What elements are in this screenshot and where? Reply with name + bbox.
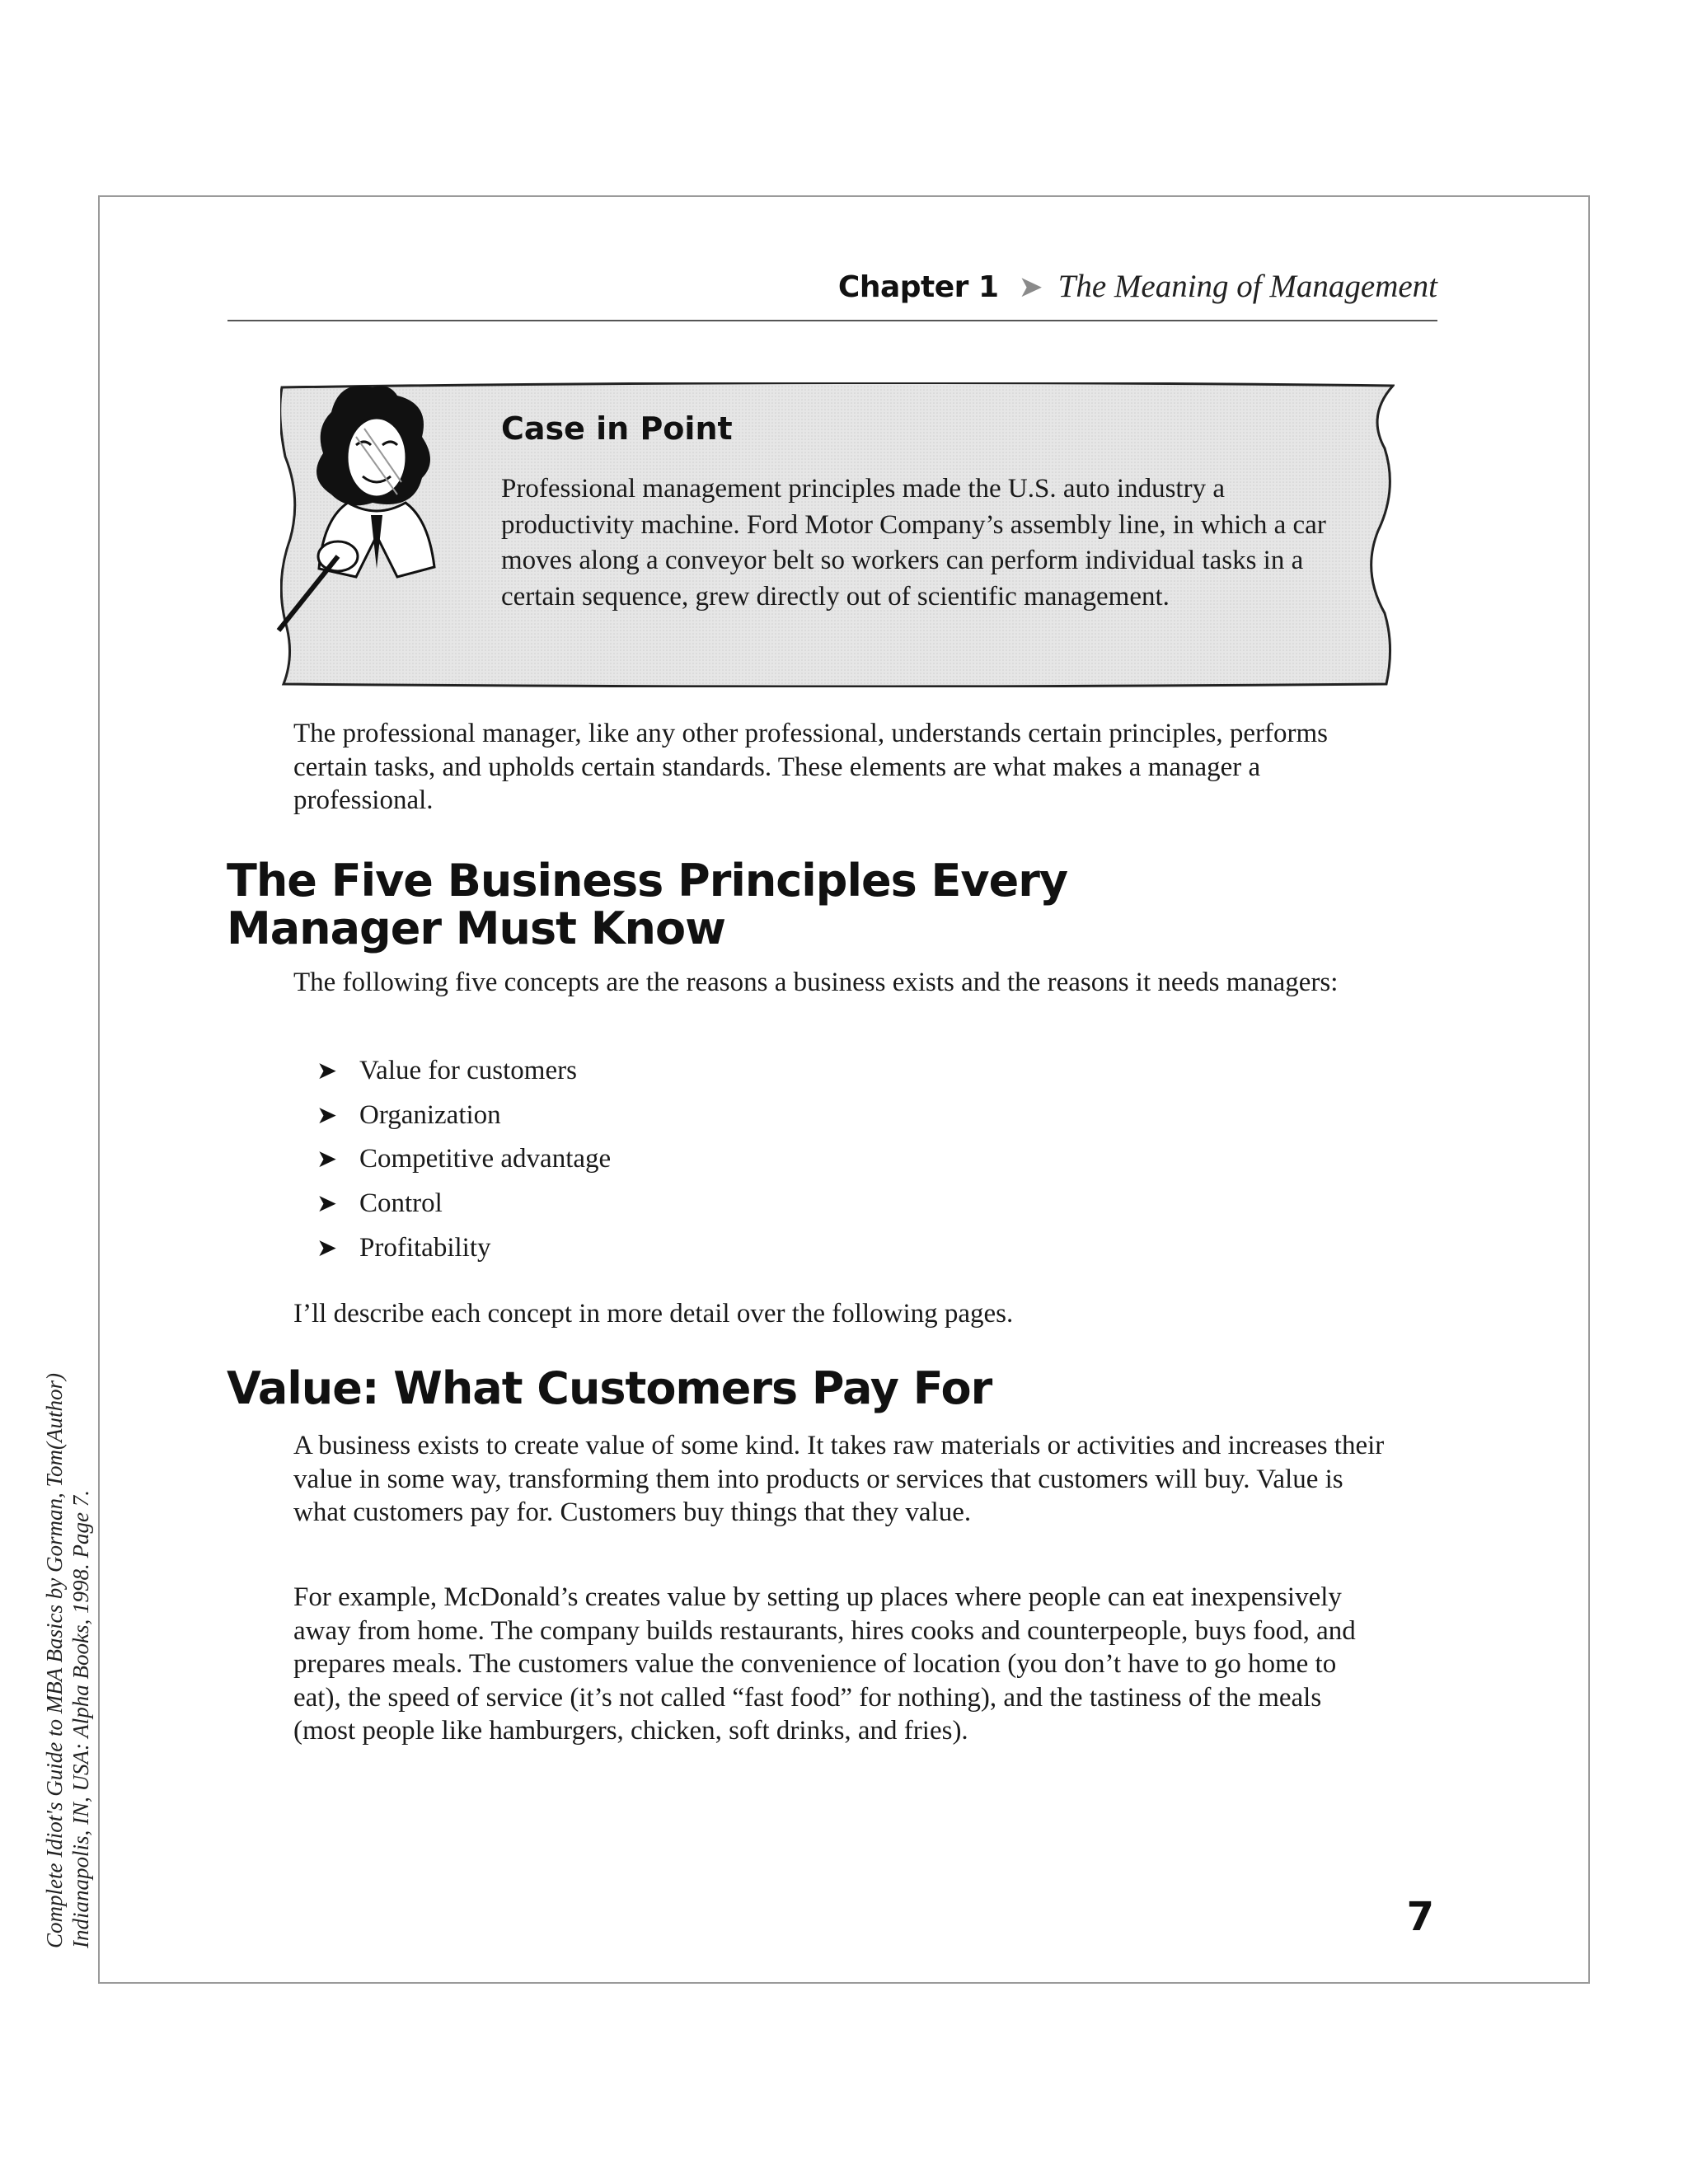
five-principles-lead: The following five concepts are the reasons a business exists and the reasons it needs managers:	[293, 968, 1339, 997]
running-head-arrow-icon: ➤	[1018, 270, 1043, 304]
running-head	[227, 268, 1437, 321]
list-item: ➤ Value for customers	[316, 1050, 611, 1094]
list-item: ➤ Competitive advantage	[316, 1138, 611, 1183]
list-item: ➤ Control	[316, 1183, 611, 1227]
case-in-point-box	[280, 382, 1395, 687]
bullet-arrow-icon: ➤	[316, 1189, 338, 1219]
teacher-with-pointer-icon	[274, 379, 488, 643]
five-principles-closing: I’ll describe each concept in more detail over the following pages.	[293, 1299, 1014, 1329]
running-head-title: The Meaning of Management	[1057, 269, 1437, 304]
five-principles-heading: The Five Business Principles Every Manager Must Know	[227, 855, 1068, 954]
bullet-arrow-icon: ➤	[316, 1100, 338, 1130]
page-number: 7	[1406, 1894, 1434, 1940]
principles-list	[316, 1050, 611, 1271]
list-item: ➤ Profitability	[316, 1227, 611, 1272]
case-in-point-heading: Case in Point	[501, 410, 733, 447]
running-head-chapter: Chapter 1	[837, 270, 999, 304]
value-heading: Value: What Customers Pay For	[227, 1362, 992, 1414]
case-in-point-text: Professional management principles made the U.S. auto industry a productivity machine. Ford Motor Company’s assembly line, in which a car moves along a conveyor belt so workers can perform individual tasks in a certain sequence, grew directly out of scientific management.	[501, 474, 1326, 612]
value-paragraph-2: For example, McDonald’s creates value by setting up places where people can eat inexpensively away from home. The company builds restaurants, hires cooks and counterpeople, buys food, and prepares meals. The customers value the convenience of location (you don’t have to go home to eat), the speed of service (it’s not called “fast food” for nothing), and the tastiness of the meals (most people like hamburgers, chicken, soft drinks, and fries).	[293, 1582, 1356, 1746]
bullet-arrow-icon: ➤	[316, 1057, 338, 1085]
intro-paragraph: The professional manager, like any other professional, understands certain principles, performs certain tasks, and upholds certain standards. These elements are what makes a manager a professional.	[293, 719, 1329, 815]
bullet-arrow-icon: ➤	[316, 1145, 338, 1174]
bullet-arrow-icon: ➤	[316, 1233, 338, 1263]
value-paragraph-1: A business exists to create value of some kind. It takes raw materials or activities and increases their value in some way, transforming them into products or services that customers will buy. Value is what customers pay for. Customers buy things that they value.	[293, 1431, 1385, 1527]
side-citation: Complete Idiot's Guide to MBA Basics by Gorman, Tom(Author) Indianapolis, IN, USA: Alpha Books, 1998. Page 7.	[42, 1373, 93, 1948]
list-item: ➤ Organization	[316, 1094, 611, 1139]
